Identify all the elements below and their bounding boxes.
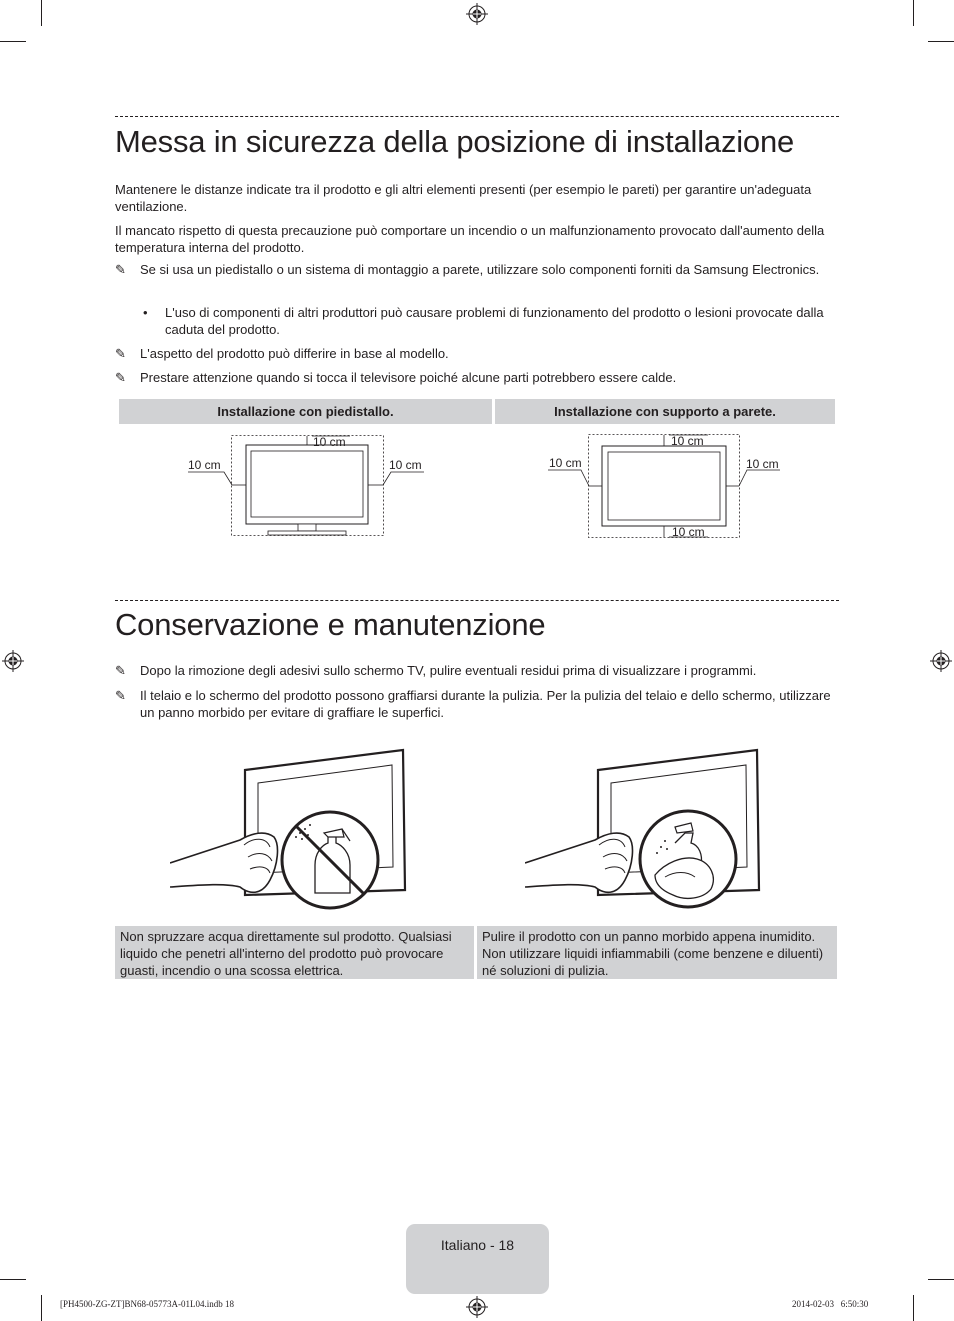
registration-crosshair-icon (466, 3, 488, 25)
crop-mark (41, 0, 42, 26)
section-title-installation: Messa in sicurezza della posizione di installazione (115, 124, 795, 159)
section-divider (115, 600, 839, 601)
clearance-top-label: 10 cm (671, 434, 704, 448)
illustration-no-spray (170, 745, 415, 915)
pencil-note-icon: ✎ (115, 370, 126, 385)
crop-mark (928, 1279, 954, 1280)
print-slug-left: [PH4500-ZG-ZT]BN68-05773A-01L04.indb 18 (60, 1299, 234, 1309)
registration-crosshair-icon (930, 650, 952, 672)
section-divider (115, 116, 839, 117)
caption-soft-cloth: Pulire il prodotto con un panno morbido appena inumidito. Non utilizzare liquidi infiammabili (come benzene e diluenti) né soluzioni di pulizia. (477, 926, 837, 979)
bullet-dot-icon: • (143, 305, 148, 320)
diagram-stand-installation (180, 430, 440, 540)
note-item: ✎ L'aspetto del prodotto può differire in base al modello. (115, 346, 449, 361)
pencil-note-icon: ✎ (115, 262, 126, 277)
paragraph-ventilation: Mantenere le distanze indicate tra il prodotto e gli altri elementi presenti (per esempio le pareti) per garantire un'adeguata ventilazione. (115, 182, 812, 214)
clearance-right-label: 10 cm (389, 458, 422, 472)
illustration-soft-cloth (525, 745, 770, 915)
table-header-wall: Installazione con supporto a parete. (495, 399, 835, 424)
crop-mark (913, 1295, 914, 1321)
clearance-left-label: 10 cm (188, 458, 221, 472)
clearance-top-label: 10 cm (313, 435, 346, 449)
pencil-note-icon: ✎ (115, 688, 126, 703)
page-number-label: Italiano - 18 (440, 1237, 515, 1253)
bullet-item: • L'uso di componenti di altri produttori può causare problemi di funzionamento del prodotto o lesioni provocate dalla caduta del prodotto. (143, 305, 824, 337)
crop-mark (0, 41, 26, 42)
section-title-maintenance: Conservazione e manutenzione (115, 607, 546, 642)
pencil-note-icon: ✎ (115, 346, 126, 361)
table-header-stand: Installazione con piedistallo. (119, 399, 492, 424)
print-slug-right: 2014-02-03 6:50:30 (792, 1299, 869, 1309)
paragraph-warning: Il mancato rispetto di questa precauzione può comportare un incendio o un malfunzionamento provocato dall'aumento della temperatura interna del prodotto. (115, 223, 825, 255)
clearance-left-label: 10 cm (549, 456, 582, 470)
registration-crosshair-icon (466, 1296, 488, 1318)
page-number-tab (406, 1224, 549, 1294)
clearance-right-label: 10 cm (746, 457, 779, 471)
note-item: ✎ Prestare attenzione quando si tocca il televisore poiché alcune parti potrebbero essere calde. (115, 370, 677, 385)
clearance-bottom-label: 10 cm (672, 525, 705, 539)
note-item: ✎ Il telaio e lo schermo del prodotto possono graffiarsi durante la pulizia. Per la pulizia del telaio e dello schermo, utilizzare un panno morbido per evitare di graffiare le superfici. (115, 688, 831, 720)
pencil-note-icon: ✎ (115, 663, 126, 678)
crop-mark (928, 41, 954, 42)
crop-mark (0, 1279, 26, 1280)
note-item: ✎ Dopo la rimozione degli adesivi sullo schermo TV, pulire eventuali residui prima di visualizzare i programmi. (115, 663, 757, 678)
note-item: ✎ Se si usa un piedistallo o un sistema di montaggio a parete, utilizzare solo componenti forniti da Samsung Electronics. (115, 262, 820, 277)
crop-mark (41, 1295, 42, 1321)
caption-no-spray: Non spruzzare acqua direttamente sul prodotto. Qualsiasi liquido che penetri all'interno del prodotto può provocare guasti, incendio o una scossa elettrica. (115, 926, 474, 979)
diagram-wall-installation (540, 428, 800, 543)
registration-crosshair-icon (2, 650, 24, 672)
crop-mark (913, 0, 914, 26)
